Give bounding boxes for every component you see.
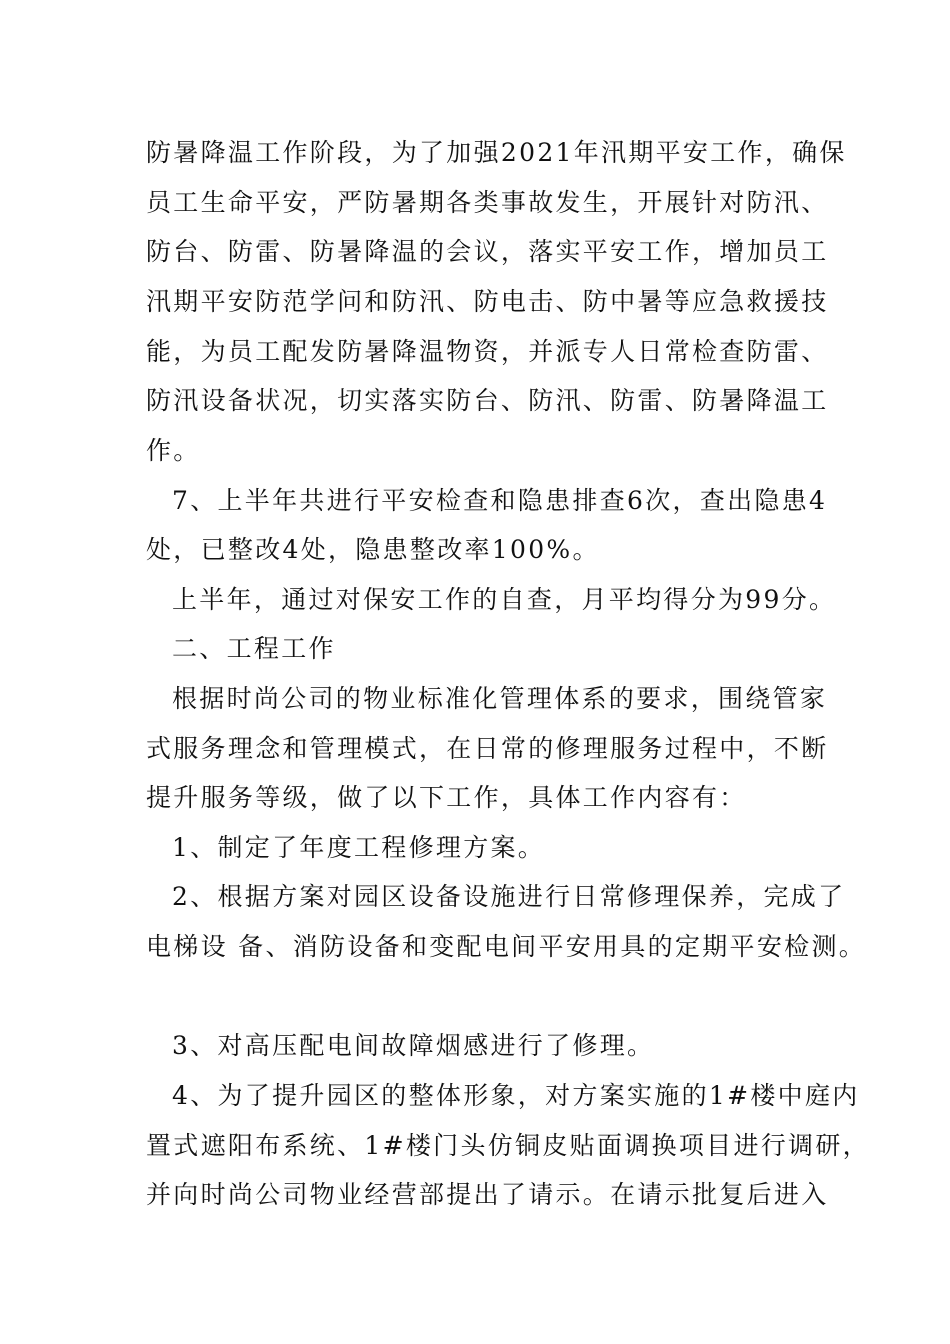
list-item-3: 3、对高压配电间故障烟感进行了修理。: [172, 1031, 655, 1060]
section-heading: 二、工程工作: [172, 634, 336, 663]
paragraph-line: 提升服务等级，做了以下工作，具体工作内容有：: [146, 783, 747, 812]
list-item-7: 7、上半年共进行平安检查和隐患排查6次，查出隐患4: [172, 486, 828, 515]
paragraph-line: 电梯设 备、消防设备和变配电间平安用具的定期平安检测。: [146, 932, 867, 961]
list-item-2: 2、根据方案对园区设备设施进行日常修理保养，完成了: [172, 882, 846, 911]
paragraph-line: 能，为员工配发防暑降温物资，并派专人日常检查防雷、: [146, 337, 829, 366]
paragraph-line: 作。: [146, 436, 201, 465]
list-item-4: 4、为了提升园区的整体形象，对方案实施的1#楼中庭内: [172, 1081, 860, 1110]
paragraph-line: 员工生命平安，严防暑期各类事故发生，开展针对防汛、: [146, 188, 829, 217]
paragraph-line: 根据时尚公司的物业标准化管理体系的要求，围绕管家: [172, 684, 828, 713]
paragraph-line: 并向时尚公司物业经营部提出了请示。在请示批复后进入: [146, 1180, 829, 1209]
summary-line: 上半年，通过对保安工作的自查，月平均得分为99分。: [172, 585, 837, 614]
paragraph-line: 防暑降温工作阶段，为了加强2021年汛期平安工作，确保: [146, 138, 847, 167]
list-item-1: 1、制定了年度工程修理方案。: [172, 833, 546, 862]
paragraph-line: 防汛设备状况，切实落实防台、防汛、防雷、防暑降温工: [146, 386, 829, 415]
paragraph-line: 式服务理念和管理模式，在日常的修理服务过程中，不断: [146, 734, 829, 763]
paragraph-line: 汛期平安防范学问和防汛、防电击、防中暑等应急救援技: [146, 287, 829, 316]
paragraph-line: 处，已整改4处，隐患整改率100%。: [146, 535, 600, 564]
paragraph-line: 置式遮阳布系统、1#楼门头仿铜皮贴面调换项目进行调研，: [146, 1131, 870, 1160]
paragraph-line: 防台、防雷、防暑降温的会议，落实平安工作，增加员工: [146, 237, 829, 266]
